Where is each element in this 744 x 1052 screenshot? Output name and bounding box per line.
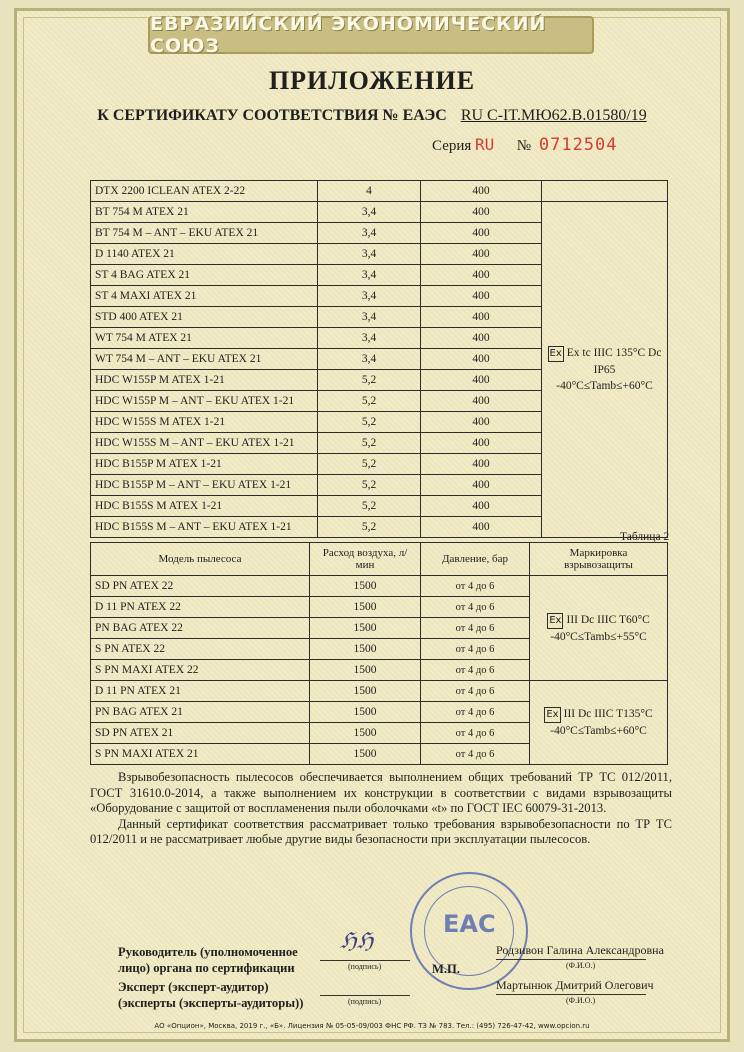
value-cell: 5,2 xyxy=(318,433,421,454)
table-row xyxy=(91,181,668,202)
flow-cell: 1500 xyxy=(310,702,421,723)
pressure-cell: 400 xyxy=(421,412,542,433)
union-banner: ЕВРАЗИЙСКИЙ ЭКОНОМИЧЕСКИЙ СОЮЗ xyxy=(148,16,594,54)
pressure-cell: 400 xyxy=(421,370,542,391)
marking-cell-line2: -40°C≤Tamb≤+60°C xyxy=(556,380,653,392)
value-cell: 3,4 xyxy=(318,328,421,349)
model-cell: DTX 2200 ICLEAN ATEX 2-22 xyxy=(91,181,318,202)
model-cell: S PN ATEX 22 xyxy=(91,639,310,660)
expert-label-2: (эксперты (эксперты-аудиторы)) xyxy=(118,996,304,1010)
page-title: ПРИЛОЖЕНИЕ xyxy=(268,66,476,95)
ex-icon: Ex xyxy=(544,707,560,723)
pressure-cell: 400 xyxy=(421,475,542,496)
pressure-cell: 400 xyxy=(421,181,542,202)
model-cell: ST 4 BAG ATEX 21 xyxy=(91,265,318,286)
table-1 xyxy=(90,180,668,538)
table-2 xyxy=(90,542,668,765)
pressure-cell: 400 xyxy=(421,307,542,328)
model-cell: HDC B155S M ATEX 1-21 xyxy=(91,496,318,517)
flow-cell: 1500 xyxy=(310,618,421,639)
expert-sign-caption: (подпись) xyxy=(348,997,382,1006)
model-cell: BT 754 M – ANT – EKU ATEX 21 xyxy=(91,223,318,244)
value-cell: 3,4 xyxy=(318,286,421,307)
table-row xyxy=(91,576,668,597)
model-cell: S PN MAXI ATEX 22 xyxy=(91,660,310,681)
value-cell: 3,4 xyxy=(318,349,421,370)
model-cell: D 1140 ATEX 21 xyxy=(91,244,318,265)
value-cell: 3,4 xyxy=(318,223,421,244)
pressure-cell: от 4 до 6 xyxy=(421,618,530,639)
head-name: Родзивон Галина Александровна xyxy=(496,943,664,957)
marking-cell-1-line1: III Dc IIIC T60°C xyxy=(566,613,650,626)
pressure-cell: 400 xyxy=(421,454,542,475)
pressure-cell: от 4 до 6 xyxy=(421,660,530,681)
pressure-cell: от 4 до 6 xyxy=(421,723,530,744)
expert-name: Мартынюк Дмитрий Олегович xyxy=(496,978,654,992)
model-cell: D 11 PN ATEX 21 xyxy=(91,681,310,702)
mp-label: М.П. xyxy=(432,962,460,976)
model-cell: HDC B155P M – ANT – EKU ATEX 1-21 xyxy=(91,475,318,496)
marking-empty-cell xyxy=(542,181,668,202)
head-label-2: лицо) органа по сертификации xyxy=(118,961,295,975)
marking-cell-2-line1: III Dc IIIC T135°C xyxy=(563,708,653,720)
pressure-cell: 400 xyxy=(421,328,542,349)
ex-icon: Ex xyxy=(548,346,564,362)
paragraph-2: Данный сертификат соответствия рассматривает только требования взрывобезопасности по ТР ТС 012/2011 и не рассматривает любые другие виды безопасности при эксплуатации пылесосов. xyxy=(90,816,672,846)
value-cell: 3,4 xyxy=(318,202,421,223)
model-cell: S PN MAXI ATEX 21 xyxy=(91,744,310,765)
value-cell: 3,4 xyxy=(318,307,421,328)
pressure-cell: от 4 до 6 xyxy=(421,702,530,723)
pressure-cell: 400 xyxy=(421,433,542,454)
pressure-cell: 400 xyxy=(421,391,542,412)
flow-cell: 1500 xyxy=(310,660,421,681)
table-2-caption: Таблица 2 xyxy=(620,531,670,543)
ex-icon: Ex xyxy=(547,613,563,629)
flow-cell: 1500 xyxy=(310,681,421,702)
value-cell: 4 xyxy=(318,181,421,202)
value-cell: 5,2 xyxy=(318,517,421,538)
model-cell: SD PN ATEX 21 xyxy=(91,723,310,744)
flow-cell: 1500 xyxy=(310,597,421,618)
model-cell: HDC B155P M ATEX 1-21 xyxy=(91,454,318,475)
model-cell: WT 754 M – ANT – EKU ATEX 21 xyxy=(91,349,318,370)
signature-mark: ℌℌ xyxy=(340,928,374,953)
table-row xyxy=(91,202,668,223)
series-line xyxy=(432,135,618,155)
flow-cell: 1500 xyxy=(310,723,421,744)
model-cell: HDC W155S M ATEX 1-21 xyxy=(91,412,318,433)
model-cell: STD 400 ATEX 21 xyxy=(91,307,318,328)
model-cell: ST 4 MAXI ATEX 21 xyxy=(91,286,318,307)
pressure-cell: 400 xyxy=(421,202,542,223)
number-value: 0712504 xyxy=(538,135,618,155)
marking-cell-line1: Ex tc IIIC 135°C Dc IP65 xyxy=(566,347,662,376)
pressure-cell: от 4 до 6 xyxy=(421,744,530,765)
value-cell: 5,2 xyxy=(318,454,421,475)
model-cell: HDC B155S M – ANT – EKU ATEX 1-21 xyxy=(91,517,318,538)
header-model: Модель пылесоса xyxy=(91,543,310,576)
value-cell: 3,4 xyxy=(318,244,421,265)
stamp-eac-text: EAC xyxy=(443,910,496,938)
value-cell: 5,2 xyxy=(318,475,421,496)
print-footer: АО «Опцион», Москва, 2019 г., «Б». Лицензия № 05-05-09/003 ФНС РФ. ТЗ № 783. Тел.: (495) 726-47-42, www.opcion.ru xyxy=(154,1022,590,1030)
marking-cell-1-line2: -40°C≤Tamb≤+55°C xyxy=(550,630,647,643)
marking-cell xyxy=(542,202,668,538)
expert-fio-caption: (Ф.И.О.) xyxy=(566,996,596,1005)
model-cell: D 11 PN ATEX 22 xyxy=(91,597,310,618)
value-cell: 5,2 xyxy=(318,370,421,391)
flow-cell: 1500 xyxy=(310,744,421,765)
header-pressure: Давление, бар xyxy=(421,543,530,576)
pressure-cell: 400 xyxy=(421,223,542,244)
model-cell: PN BAG ATEX 22 xyxy=(91,618,310,639)
model-cell: WT 754 M ATEX 21 xyxy=(91,328,318,349)
cert-label: К СЕРТИФИКАТУ СООТВЕТСТВИЯ № ЕАЭС xyxy=(97,107,447,124)
model-cell: BT 754 M ATEX 21 xyxy=(91,202,318,223)
marking-cell-2 xyxy=(530,681,668,765)
certificate-line xyxy=(0,107,744,125)
head-label-1: Руководитель (уполномоченное xyxy=(118,945,298,959)
header-marking: Маркировка взрывозащиты xyxy=(530,543,668,576)
head-sign-caption: (подпись) xyxy=(348,962,382,971)
pressure-cell: 400 xyxy=(421,517,542,538)
marking-cell-2-line2: -40°C≤Tamb≤+60°C xyxy=(550,725,647,737)
model-cell: HDC W155P M – ANT – EKU ATEX 1-21 xyxy=(91,391,318,412)
model-cell: SD PN ATEX 22 xyxy=(91,576,310,597)
series-value: RU xyxy=(475,135,495,154)
pressure-cell: 400 xyxy=(421,286,542,307)
pressure-cell: от 4 до 6 xyxy=(421,639,530,660)
eac-stamp xyxy=(410,872,528,990)
pressure-cell: от 4 до 6 xyxy=(421,576,530,597)
series-label: Серия xyxy=(432,138,472,154)
expert-label-1: Эксперт (эксперт-аудитор) xyxy=(118,980,269,994)
table-2-header xyxy=(91,543,668,576)
model-cell: PN BAG ATEX 21 xyxy=(91,702,310,723)
model-cell: HDC W155S M – ANT – EKU ATEX 1-21 xyxy=(91,433,318,454)
pressure-cell: 400 xyxy=(421,496,542,517)
pressure-cell: 400 xyxy=(421,244,542,265)
table-row xyxy=(91,681,668,702)
head-fio-caption: (Ф.И.О.) xyxy=(566,961,596,970)
pressure-cell: от 4 до 6 xyxy=(421,681,530,702)
value-cell: 3,4 xyxy=(318,265,421,286)
pressure-cell: 400 xyxy=(421,349,542,370)
pressure-cell: 400 xyxy=(421,265,542,286)
model-cell: HDC W155P M ATEX 1-21 xyxy=(91,370,318,391)
pressure-cell: от 4 до 6 xyxy=(421,597,530,618)
number-label: № xyxy=(516,138,532,154)
body-text xyxy=(90,770,672,848)
value-cell: 5,2 xyxy=(318,391,421,412)
cert-number: RU С-IT.МЮ62.В.01580/19 xyxy=(460,107,647,124)
paragraph-1: Взрывобезопасность пылесосов обеспечивается выполнением общих требований ТР ТС 012/2011, ГОСТ 31610.0-2014, а также выполнением их конструкции в соответствии с видами взрывозащиты «Оборудование с защитой от воспламенения пыли оболочками «t» по ГОСТ IEC 60079-31-2013. xyxy=(90,770,672,815)
header-flow: Расход воздуха, л/мин xyxy=(310,543,421,576)
value-cell: 5,2 xyxy=(318,412,421,433)
flow-cell: 1500 xyxy=(310,576,421,597)
marking-cell-1 xyxy=(530,576,668,681)
flow-cell: 1500 xyxy=(310,639,421,660)
value-cell: 5,2 xyxy=(318,496,421,517)
